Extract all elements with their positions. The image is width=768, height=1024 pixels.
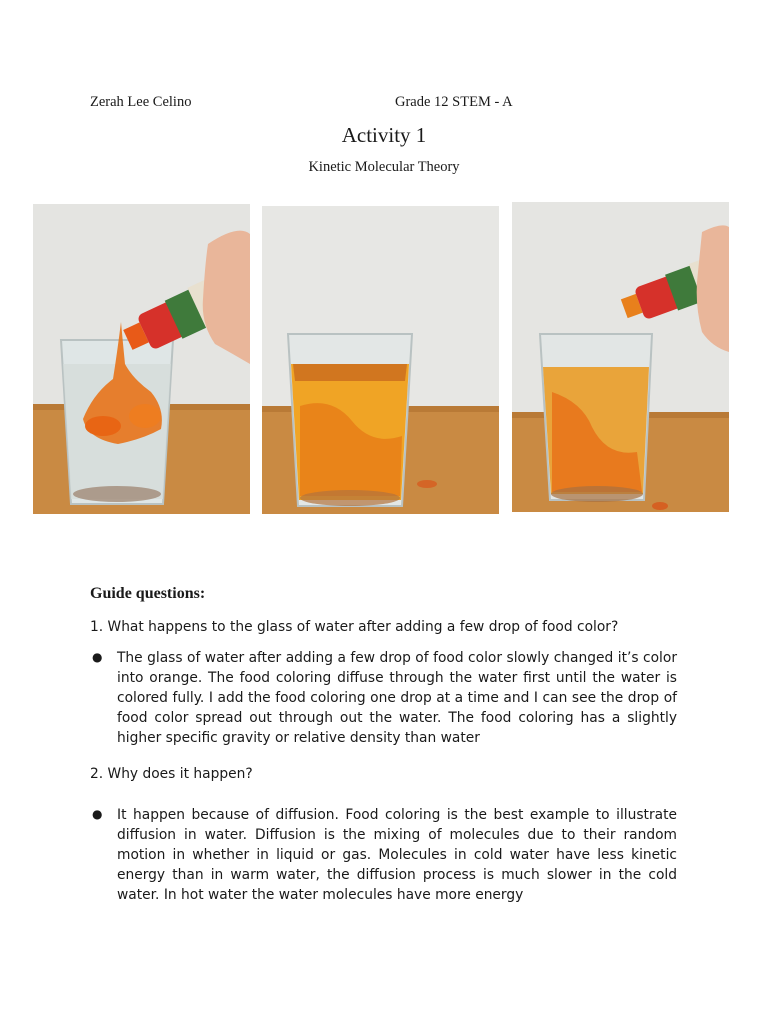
hot-water-pouring-photo-icon	[512, 202, 729, 512]
question-2: 2. Why does it happen?	[90, 766, 253, 782]
question-1: 1. What happens to the glass of water after adding a few drop of food color?	[90, 619, 619, 635]
food-color-pouring-photo-icon	[33, 204, 250, 514]
photo-hot-water-diffusion	[512, 202, 729, 512]
page-subtitle: Kinetic Molecular Theory	[308, 159, 460, 175]
photo-food-color-drop	[33, 204, 250, 514]
photo-diffused-glass	[262, 206, 499, 514]
bullet-icon: ●	[92, 650, 103, 664]
grade-section: Grade 12 STEM - A	[395, 94, 513, 110]
diffused-water-glass-photo-icon	[262, 206, 499, 514]
answer-1: The glass of water after adding a few drop of food color slowly changed it’s color into orange. The food coloring diffuse through the water first until the water is colored fully. I add the food coloring one drop at a time and I can see the drop of food color spread out through out the water. The food coloring has a slightly higher specific gravity or relative density than water	[117, 650, 677, 746]
author-name: Zerah Lee Celino	[90, 94, 192, 110]
guide-questions-heading: Guide questions:	[90, 585, 206, 602]
bullet-icon: ●	[92, 807, 103, 821]
page-title: Activity 1	[341, 123, 427, 147]
answer-2: It happen because of diffusion. Food coloring is the best example to illustrate diffusion in water. Diffusion is the mixing of molecules due to their random motion in whether in liquid or gas. Molecules in cold water have less kinetic energy than in warm water, the diffusion process is much slower in the cold water. In hot water the water molecules have more energy	[117, 807, 677, 903]
